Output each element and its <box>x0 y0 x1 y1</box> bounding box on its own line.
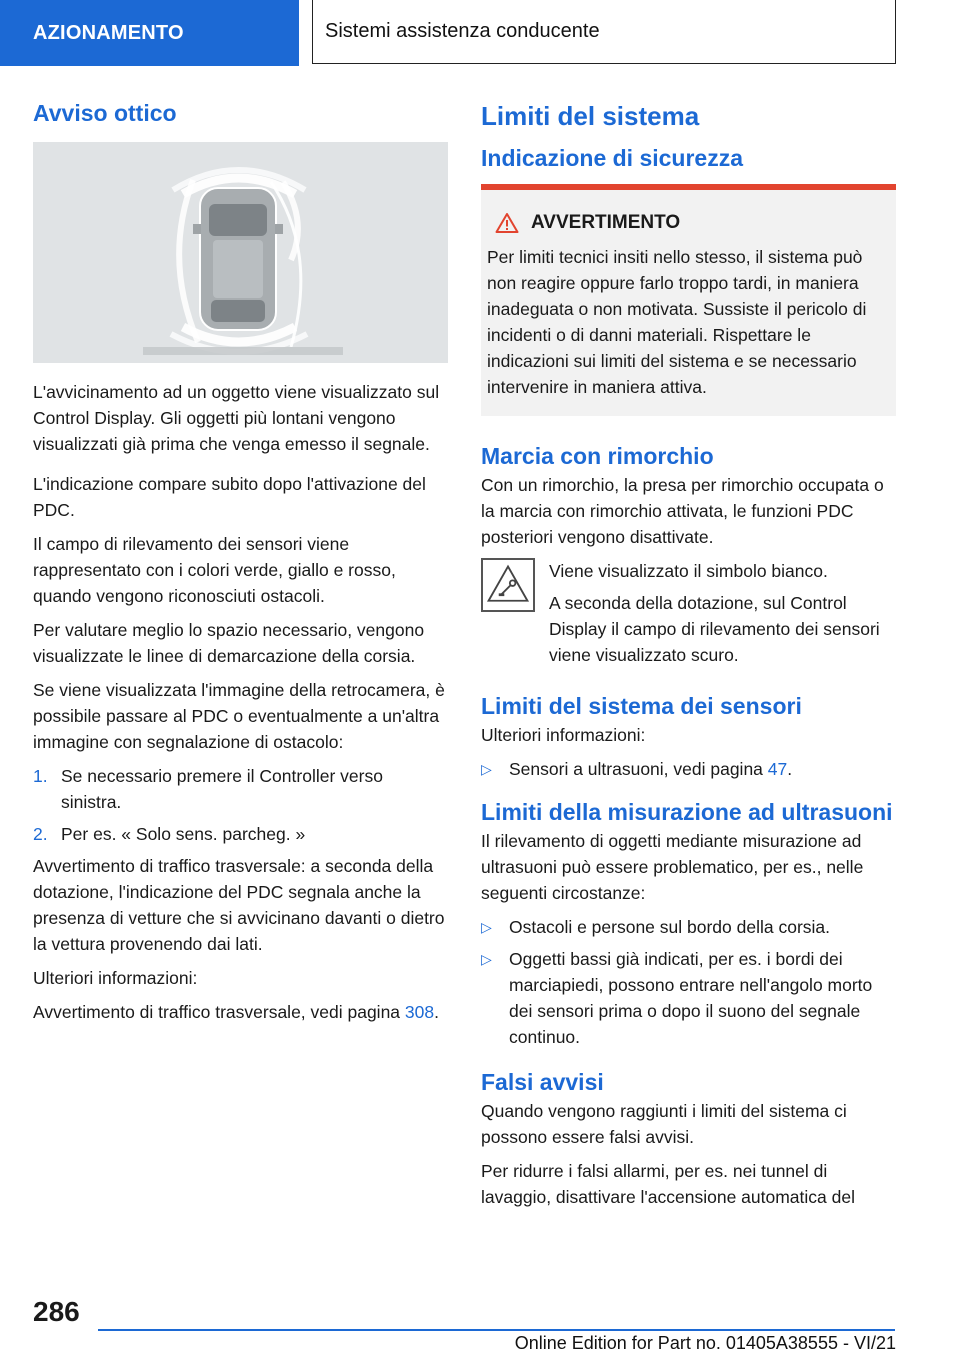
paragraph: Con un rimorchio, la presa per rimorchio occupata o la marcia con rimorchio attivata, le funzioni PDC posteriori vengono disattivate. <box>481 475 884 547</box>
bullet-list <box>481 756 896 782</box>
paragraph: Il rilevamento di oggetti mediante misurazione ad ultrasuoni può essere problematico, per es., nelle seguenti circostanze: <box>481 831 864 903</box>
car-top-view <box>193 188 283 330</box>
step-list <box>33 763 448 847</box>
bullet-text: Oggetti bassi già indicati, per es. i bordi dei marciapiedi, possono entrare nell'angolo morto dei sensori prima o dopo il suono del segnale continuo. <box>509 949 873 1047</box>
paragraph: Ulteriori informazioni: <box>481 725 646 745</box>
step-number: 1. <box>33 766 48 786</box>
warning-triangle-icon <box>495 212 519 234</box>
warning-text: Per limiti tecnici insiti nello stesso, il sistema può non reagire oppure farlo troppo tardi, in maniera inadeguata o non motivata. Sussiste il pericolo di incidenti o di danni materiali. Rispettare le indicazioni sui limiti del sistema e se necessario intervenire in maniera attiva. <box>487 247 867 397</box>
list-item <box>481 756 896 782</box>
bullet-triangle-icon: ▷ <box>481 761 492 777</box>
left-column <box>33 98 448 1033</box>
footer-edition: Online Edition for Part no. 01405A38555 - VI/21 <box>514 1333 896 1353</box>
list-item <box>33 821 448 847</box>
paragraph: A seconda della dotazione, sul Control Display il campo di rilevamento dei sensori viene visualizzato scuro. <box>549 593 880 665</box>
trailer-symbol-row <box>481 558 896 668</box>
list-item <box>481 946 896 1050</box>
paragraph <box>33 999 448 1025</box>
heading-falsi-avvisi: Falsi avvisi <box>481 1069 604 1095</box>
warning-title <box>487 210 890 236</box>
heading-avviso-ottico: Avviso ottico <box>33 100 177 126</box>
heading-limiti-ultrasuoni: Limiti della misurazione ad ultrasuoni <box>481 799 893 825</box>
paragraph: Quando vengono raggiunti i limiti del sistema ci possono essere falsi avvisi. <box>481 1101 847 1147</box>
page-link-308[interactable]: 308 <box>404 1002 435 1022</box>
paragraph: L'indicazione compare subito dopo l'attivazione del PDC. <box>33 474 426 520</box>
pdc-display-illustration <box>33 142 448 363</box>
step-number: 2. <box>33 824 48 844</box>
header-chapter-label: Sistemi assistenza conducente <box>325 20 600 42</box>
paragraph: Per ridurre i falsi allarmi, per es. nei tunnel di lavaggio, disattivare l'accensione automatica del <box>481 1161 855 1207</box>
warning-label: AVVERTIMENTO <box>531 212 681 233</box>
footer-divider <box>98 1329 895 1331</box>
heading-limiti-del-sistema: Limiti del sistema <box>481 101 700 131</box>
warning-box <box>481 184 896 416</box>
bullet-triangle-icon: ▷ <box>481 951 492 967</box>
paragraph: L'avvicinamento ad un oggetto viene visualizzato sul Control Display. Gli oggetti più lontani vengono visualizzati già prima che venga emesso il segnale. <box>33 382 440 454</box>
header-chapter <box>312 0 896 64</box>
header-section-label: AZIONAMENTO <box>33 21 184 44</box>
paragraph: Il campo di rilevamento dei sensori viene rappresentato con i colori verde, giallo e rosso, quando vengono riconosciuti ostacoli. <box>33 534 396 606</box>
paragraph: Viene visualizzato il simbolo bianco. <box>549 561 828 581</box>
bullet-triangle-icon: ▷ <box>481 919 492 935</box>
bullet-text-main: Sensori a ultrasuoni, vedi pagina <box>509 759 768 779</box>
heading-indicazione-sicurezza: Indicazione di sicurezza <box>481 145 744 171</box>
bullet-list <box>481 914 896 1050</box>
paragraph: Ulteriori informazioni: <box>33 968 198 988</box>
paragraph: Per valutare meglio lo spazio necessario, vengono visualizzate le linee di demarcazione della corsia. <box>33 620 425 666</box>
list-item <box>481 914 896 940</box>
step-text: Per es. « Solo sens. parcheg. » <box>61 824 306 844</box>
page-number: 286 <box>33 1296 80 1327</box>
page-link-47[interactable]: 47 <box>767 759 788 779</box>
step-text: Se necessario premere il Controller verso sinistra. <box>61 766 383 812</box>
bullet-text-end: . <box>787 759 793 779</box>
heading-marcia-con-rimorchio: Marcia con rimorchio <box>481 443 714 469</box>
reference-end: . <box>434 1002 439 1022</box>
right-column <box>481 98 896 1218</box>
bullet-text <box>509 756 792 782</box>
paragraph: Se viene visualizzata l'immagine della retrocamera, è possibile passare al PDC o eventualmente a un'altra immagine con segnalazione di ostacolo: <box>33 680 445 752</box>
trailer-warning-icon <box>481 558 535 612</box>
reference-text: Avvertimento di traffico trasversale, vedi pagina <box>33 1002 405 1022</box>
bullet-text: Ostacoli e persone sul bordo della corsia. <box>509 917 831 937</box>
paragraph: Avvertimento di traffico trasversale: a seconda della dotazione, l'indicazione del PDC segnala anche la presenza di vetture che si avvicinano davanti o dietro la vettura provenendo dai lati. <box>33 856 445 954</box>
trailer-text <box>549 558 896 668</box>
heading-limiti-sensori: Limiti del sistema dei sensori <box>481 693 802 719</box>
header-section-tab <box>0 0 299 66</box>
list-item <box>33 763 448 815</box>
